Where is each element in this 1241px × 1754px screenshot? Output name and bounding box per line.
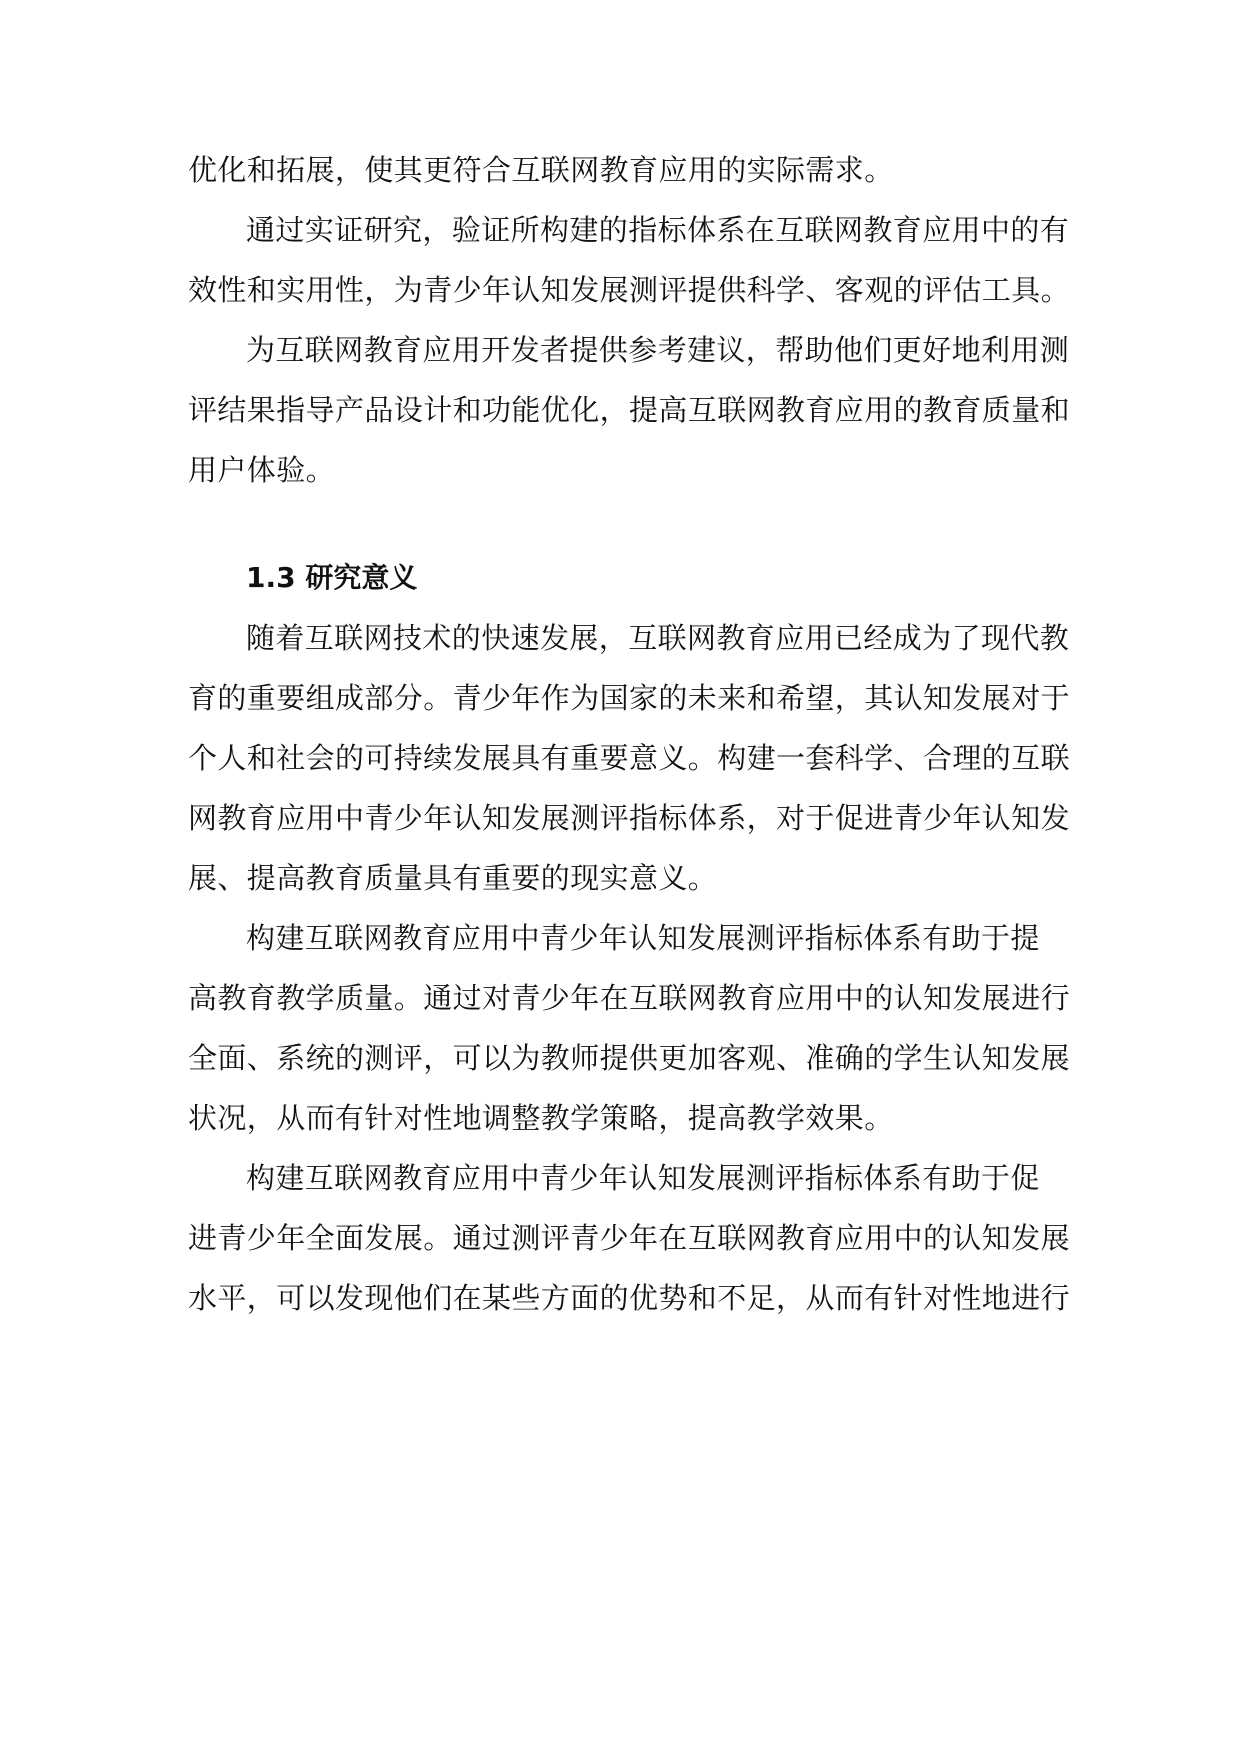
paragraph-line: 效性和实用性，为青少年认知发展测评提供科学、客观的评估工具。 (188, 273, 1071, 307)
paragraph-line: 进青少年全面发展。通过测评青少年在互联网教育应用中的认知发展 (188, 1221, 1071, 1255)
paragraph-line: 育的重要组成部分。青少年作为国家的未来和希望，其认知发展对于 (188, 681, 1071, 715)
paragraph-line: 状况，从而有针对性地调整教学策略，提高教学效果。 (188, 1101, 894, 1135)
paragraph-line: 评结果指导产品设计和功能优化，提高互联网教育应用的教育质量和 (188, 393, 1071, 427)
document-body (188, 140, 1071, 1328)
paragraph-line: 网教育应用中青少年认知发展测评指标体系，对于促进青少年认知发 (188, 801, 1071, 835)
paragraph-line: 高教育教学质量。通过对青少年在互联网教育应用中的认知发展进行 (188, 981, 1071, 1015)
paragraph-line: 随着互联网技术的快速发展，互联网教育应用已经成为了现代教 (246, 621, 1070, 655)
paragraph-line: 展、提高教育质量具有重要的现实意义。 (188, 861, 718, 895)
paragraph-line: 用户体验。 (188, 453, 336, 487)
section-heading: 1.3 研究意义 (246, 561, 418, 594)
section-spacer (188, 500, 1058, 548)
paragraph-line: 优化和拓展，使其更符合互联网教育应用的实际需求。 (188, 153, 894, 187)
paragraph-line: 全面、系统的测评，可以为教师提供更加客观、准确的学生认知发展 (188, 1041, 1071, 1075)
paragraph-line: 个人和社会的可持续发展具有重要意义。构建一套科学、合理的互联 (188, 741, 1071, 775)
paragraph-line: 构建互联网教育应用中青少年认知发展测评指标体系有助于促 (246, 1161, 1040, 1195)
paragraph-line: 构建互联网教育应用中青少年认知发展测评指标体系有助于提 (246, 921, 1040, 955)
paragraph-line: 水平，可以发现他们在某些方面的优势和不足，从而有针对性地进行 (188, 1281, 1071, 1315)
paragraph-line: 通过实证研究，验证所构建的指标体系在互联网教育应用中的有 (246, 213, 1070, 247)
paragraph-line: 为互联网教育应用开发者提供参考建议，帮助他们更好地利用测 (246, 333, 1070, 367)
